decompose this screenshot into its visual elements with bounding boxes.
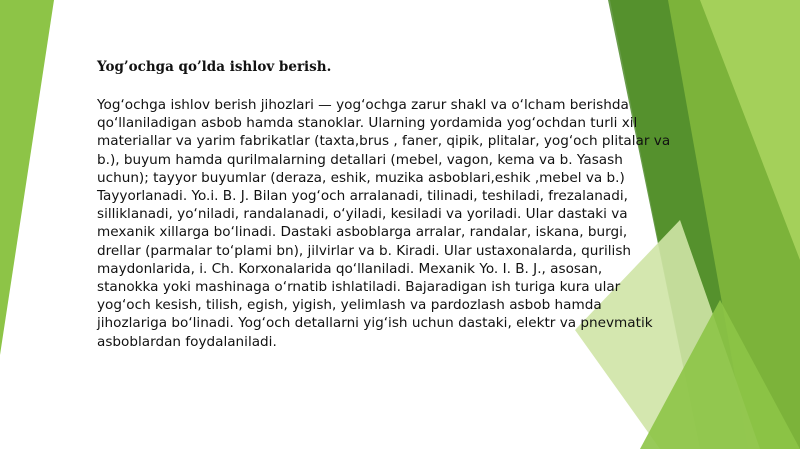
slide-content [97, 58, 677, 351]
left-green-facet [0, 0, 54, 355]
slide-body-text: Yog‘ochga ishlov berish jihozlari — yog‘ochga zarur shakl va o‘lcham berishda qo‘llaniladigan asbob hamda stanoklar. Ularning yordamida yog‘ochdan turli xil materiallar va yarim fabrikatlar (taxta,brus , faner, qipik, plitalar, yog‘och plitalar va b.), buyum hamda qurilmalarning detallari (mebel, vagon, kema va b. Yasash uchun); tayyor buyumlar (deraza, eshik, muzika asboblari,eshik ,mebel va b.) Tayyorlanadi. Yo.i. B. J. Bilan yog‘och arralanadi, tilinadi, teshiladi, frezalanadi, silliklanadi, yo‘niladi, randalanadi, o‘yiladi, kesiladi va yoriladi. Ular dastaki va mexanik xillarga bo‘linadi. Dastaki asboblarga arralar, randalar, iskana, burgi, drellar (parmalar to‘plami bn), jilvirlar va b. Kiradi. Ular ustaxonalarda, qurilish maydonlarida, i. Ch. Korxonalarida qo‘llaniladi. Mexanik Yo. I. B. J., asosan, stanokka yoki mashinaga o‘rnatib ishlatiladi. Bajaradigan ish turiga kura ular yog‘och kesish, tilish, egish, yigish, yelimlash va pardozlash asbob hamda jihozlariga bo‘linadi. Yog‘och detallarni yig‘ish uchun dastaki, elektr va pnevmatik asboblardan foydalaniladi. [97, 97, 671, 350]
slide-title: Yog’ochga qo’lda ishlov berish. [97, 59, 332, 75]
